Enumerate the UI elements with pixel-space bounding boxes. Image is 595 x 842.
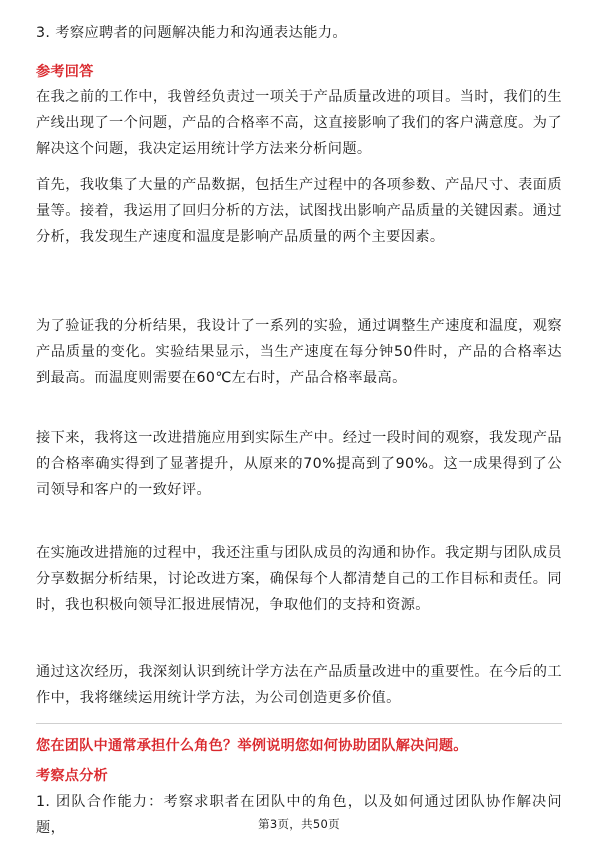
question-title: 您在团队中通常承担什么角色？举例说明您如何协助团队解决问题。 <box>36 738 468 754</box>
reference-answer-label: 参考回答 <box>36 64 94 80</box>
answer-paragraph-5: 在实施改进措施的过程中，我还注重与团队成员的沟通和协作。我定期与团队成员分享数据分析结果，讨论改进方案，确保每个人都清楚自己的工作目标和责任。同时，我也积极向领导汇报进展情况，争取他们的支持和资源。 <box>36 545 562 613</box>
answer-paragraph-3: 为了验证我的分析结果，我设计了一系列的实验，通过调整生产速度和温度，观察产品质量的变化。实验结果显示，当生产速度在每分钟50件时，产品的合格率达到最高。而温度则需要在60℃左右时，产品合格率最高。 <box>36 318 562 386</box>
answer-paragraph-1: 在我之前的工作中，我曾经负责过一项关于产品质量改进的项目。当时，我们的生产线出现了一个问题，产品的合格率不高，这直接影响了我们的客户满意度。为了解决这个问题，我决定运用统计学方法来分析问题。 <box>36 89 562 157</box>
page-number: 第3页，共50页 <box>258 817 340 831</box>
section-divider <box>36 723 562 724</box>
answer-paragraph-4: 接下来，我将这一改进措施应用到实际生产中。经过一段时间的观察，我发现产品的合格率确实得到了显著提升，从原来的70%提高到了90%。这一成果得到了公司领导和客户的一致好评。 <box>36 430 562 498</box>
analysis-label: 考察点分析 <box>36 768 108 784</box>
document-page <box>36 0 562 842</box>
assessment-point-3: 3. 考察应聘者的问题解决能力和沟通表达能力。 <box>36 25 347 41</box>
answer-paragraph-6: 通过这次经历，我深刻认识到统计学方法在产品质量改进中的重要性。在今后的工作中，我将继续运用统计学方法，为公司创造更多价值。 <box>36 664 562 706</box>
answer-paragraph-2: 首先，我收集了大量的产品数据，包括生产过程中的各项参数、产品尺寸、表面质量等。接着，我运用了回归分析的方法，试图找出影响产品质量的关键因素。通过分析，我发现生产速度和温度是影响产品质量的两个主要因素。 <box>36 177 562 245</box>
analysis-point-1: 1. 团队合作能力：考察求职者在团队中的角色，以及如何通过团队协作解决问题， <box>36 794 562 836</box>
